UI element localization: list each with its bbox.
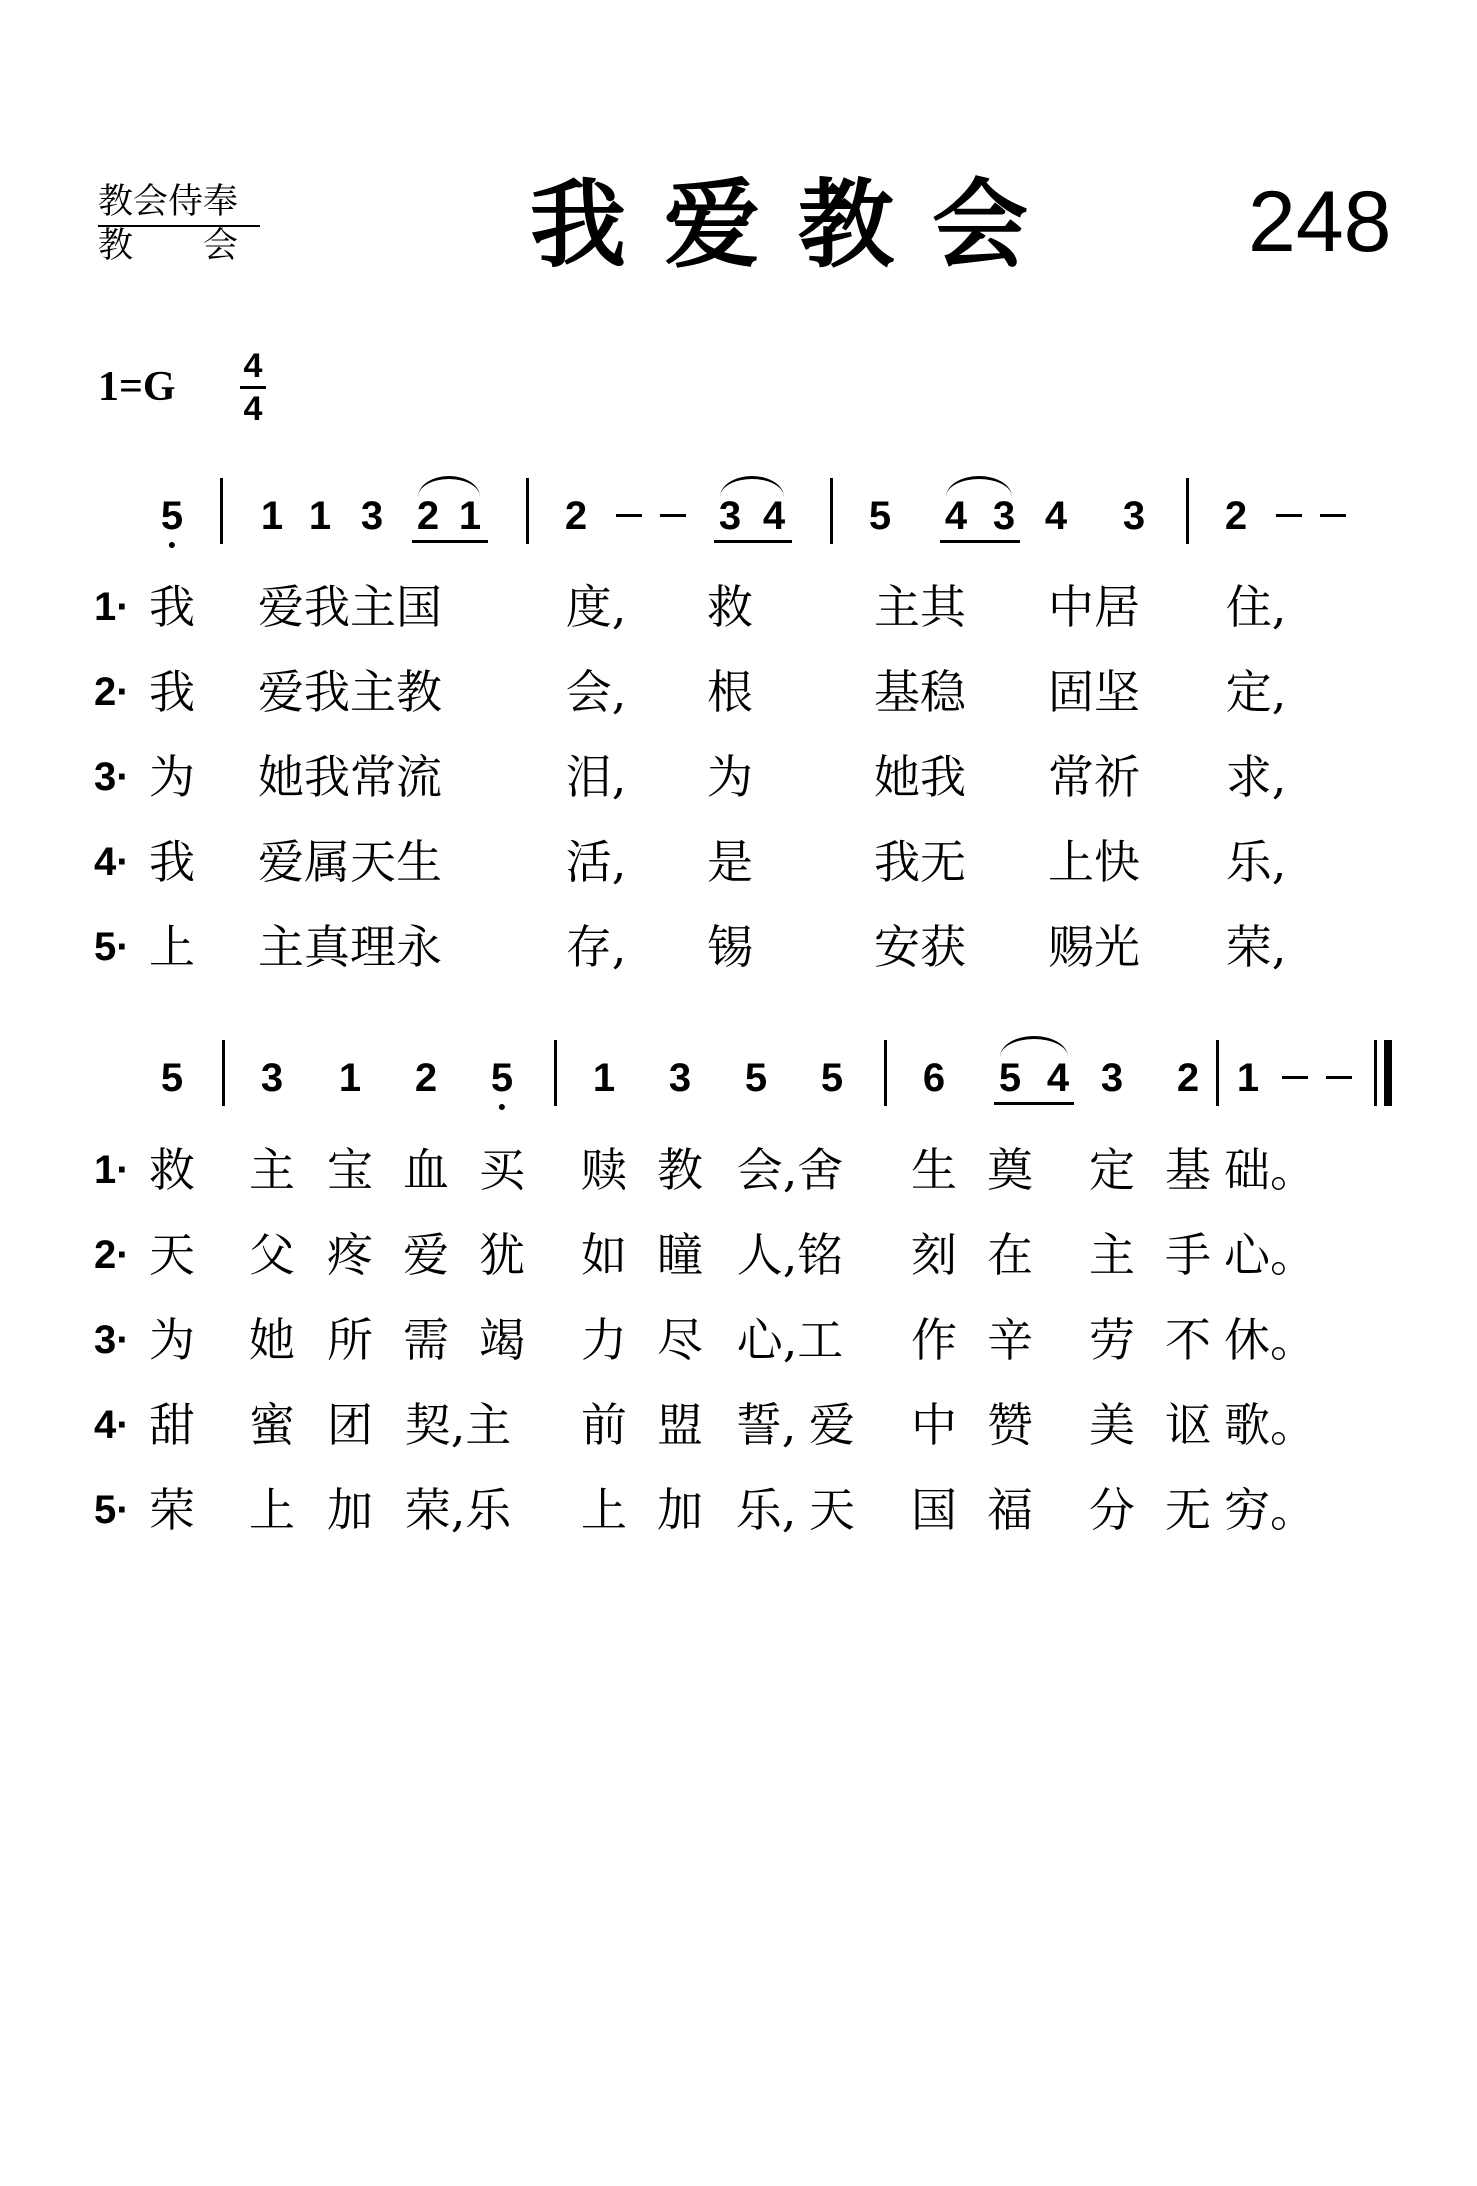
slur [720, 476, 784, 497]
note: 3 [1100, 1056, 1124, 1100]
lyric: 生 [911, 1143, 957, 1197]
hold-dash [1326, 1076, 1352, 1079]
lyric: 赎 [581, 1143, 627, 1197]
lyric: 蜜 [249, 1398, 295, 1452]
lyric: 存, [565, 920, 627, 974]
note: 2 [414, 1056, 438, 1100]
note: 5 [160, 494, 184, 538]
lyric: 救 [149, 1143, 195, 1197]
lyric: 需 [403, 1313, 449, 1367]
barline [220, 478, 223, 544]
note: 2 [1176, 1056, 1200, 1100]
barline [1186, 478, 1189, 544]
hymn-number: 248 [1248, 174, 1392, 270]
lyric: 分 [1089, 1483, 1135, 1537]
lyric: 她我常流 [258, 750, 442, 804]
hold-dash [1320, 514, 1346, 517]
note: 4 [1046, 1056, 1070, 1100]
lyric: 活, [565, 835, 627, 889]
note: 5 [160, 1056, 184, 1100]
lyric: 心,工 [736, 1313, 844, 1367]
note: 1 [338, 1056, 362, 1100]
lyric: 定, [1225, 665, 1287, 719]
lyric: 刻 [911, 1228, 957, 1282]
lyric: 乐, [735, 1483, 797, 1537]
lyric: 父 [249, 1228, 295, 1282]
note: 4 [762, 494, 786, 538]
barline [526, 478, 529, 544]
note: 2 [1224, 494, 1248, 538]
note: 3 [668, 1056, 692, 1100]
lyric: 常祈 [1048, 750, 1140, 804]
lyric: 誓, [735, 1398, 797, 1452]
note: 3 [260, 1056, 284, 1100]
lyric: 为 [707, 750, 753, 804]
lyric: 上 [249, 1483, 295, 1537]
note: 3 [718, 494, 742, 538]
note: 5 [490, 1056, 514, 1100]
lyric: 荣,乐 [404, 1483, 512, 1537]
lyric: 固坚 [1048, 665, 1140, 719]
lyric: 赞 [987, 1398, 1033, 1452]
lyric: 我 [149, 665, 195, 719]
slur [1000, 1036, 1068, 1057]
lyric: 国 [911, 1483, 957, 1537]
verse-number: 3· [94, 755, 130, 799]
hold-dash [660, 514, 686, 517]
note: 5 [744, 1056, 768, 1100]
lyric: 她我 [874, 750, 966, 804]
note: 2 [416, 494, 440, 538]
lyric: 加 [657, 1483, 703, 1537]
lyric: 乐, [1225, 835, 1287, 889]
note: 3 [1122, 494, 1146, 538]
lyric: 团 [327, 1398, 373, 1452]
lyric: 爱我主国 [258, 580, 442, 634]
lyric: 讴 [1165, 1398, 1211, 1452]
lyric: 天 [149, 1228, 195, 1282]
lyric: 尽 [657, 1313, 703, 1367]
time-signature-top: 4 [243, 347, 263, 385]
note: 1 [1236, 1056, 1260, 1100]
lyric: 美 [1089, 1398, 1135, 1452]
time-signature-rule [240, 386, 266, 389]
note: 5 [820, 1056, 844, 1100]
lyric: 荣 [149, 1483, 195, 1537]
slur [418, 476, 480, 497]
lyric: 为 [149, 750, 195, 804]
lyric: 奠 [987, 1143, 1033, 1197]
lyric: 泪, [565, 750, 627, 804]
note: 1 [458, 494, 482, 538]
verse-number: 5· [94, 925, 130, 969]
barline [222, 1040, 225, 1106]
lyric: 如 [581, 1228, 627, 1282]
lyric: 竭 [479, 1313, 525, 1367]
verse-number: 4· [94, 1403, 130, 1447]
lyric: 瞳 [657, 1228, 703, 1282]
hymn-title: 我爱教会 [530, 168, 1066, 281]
subcategory-label: 教 会 [98, 226, 239, 266]
lyric: 无 [1165, 1483, 1211, 1537]
lyric: 爱属天生 [258, 835, 442, 889]
category-label: 教会侍奉 [98, 182, 239, 222]
lyric: 契,主 [404, 1398, 512, 1452]
lyric: 主 [1089, 1228, 1135, 1282]
note: 4 [944, 494, 968, 538]
lyric: 求, [1225, 750, 1287, 804]
lyric: 爱我主教 [258, 665, 442, 719]
beam-underline [412, 540, 488, 543]
lyric: 福 [987, 1483, 1033, 1537]
note: 5 [868, 494, 892, 538]
barline [554, 1040, 557, 1106]
lyric: 根 [707, 665, 753, 719]
lyric: 主真理永 [258, 920, 442, 974]
lyric: 人,铭 [736, 1228, 844, 1282]
note: 2 [564, 494, 588, 538]
lyric: 锡 [707, 920, 753, 974]
note: 1 [260, 494, 284, 538]
lyric: 住, [1225, 580, 1287, 634]
final-barline-thin [1374, 1040, 1377, 1106]
note: 4 [1044, 494, 1068, 538]
barline [884, 1040, 887, 1106]
lyric: 力 [581, 1313, 627, 1367]
verse-number: 2· [94, 670, 130, 714]
lyric: 爱 [403, 1228, 449, 1282]
lyric: 会, [565, 665, 627, 719]
verse-number: 2· [94, 1233, 130, 1277]
verse-number: 5· [94, 1488, 130, 1532]
note: 6 [922, 1056, 946, 1100]
lyric: 歌。 [1224, 1398, 1316, 1452]
lyric: 劳 [1089, 1313, 1135, 1367]
hold-dash [1276, 514, 1302, 517]
lyric: 甜 [149, 1398, 195, 1452]
lyric: 中居 [1048, 580, 1140, 634]
lyric: 手 [1165, 1228, 1211, 1282]
note: 3 [992, 494, 1016, 538]
lyric: 我 [149, 580, 195, 634]
lyric: 犹 [479, 1228, 525, 1282]
lyric: 为 [149, 1313, 195, 1367]
lyric: 在 [987, 1228, 1033, 1282]
verse-number: 4· [94, 840, 130, 884]
lyric: 上 [149, 920, 195, 974]
lyric: 天 [809, 1483, 855, 1537]
lyric: 穷。 [1224, 1483, 1316, 1537]
lyric: 前 [581, 1398, 627, 1452]
lyric: 血 [403, 1143, 449, 1197]
lyric: 辛 [987, 1313, 1033, 1367]
lyric: 中 [911, 1398, 957, 1452]
lyric: 作 [911, 1313, 957, 1367]
lyric: 我无 [874, 835, 966, 889]
lyric: 不 [1165, 1313, 1211, 1367]
lyric: 休。 [1224, 1313, 1316, 1367]
lyric: 基稳 [874, 665, 966, 719]
lyric: 定 [1089, 1143, 1135, 1197]
lyric: 买 [479, 1143, 525, 1197]
lyric: 爱 [809, 1398, 855, 1452]
lyric: 心。 [1224, 1228, 1316, 1282]
lyric: 她 [249, 1313, 295, 1367]
hold-dash [616, 514, 642, 517]
lyric: 赐光 [1048, 920, 1140, 974]
note: 1 [592, 1056, 616, 1100]
lyric: 上快 [1048, 835, 1140, 889]
lyric: 上 [581, 1483, 627, 1537]
beam-underline [994, 1102, 1074, 1105]
lyric: 救 [707, 580, 753, 634]
lyric: 主 [249, 1143, 295, 1197]
lyric: 我 [149, 835, 195, 889]
final-barline-thick [1384, 1040, 1392, 1106]
beam-underline [714, 540, 792, 543]
time-signature [240, 348, 266, 427]
lyric: 基 [1165, 1143, 1211, 1197]
lyric: 盟 [657, 1398, 703, 1452]
lyric: 所 [327, 1313, 373, 1367]
barline [1216, 1040, 1219, 1106]
lyric: 主其 [874, 580, 966, 634]
slur [946, 476, 1012, 497]
lyric: 宝 [327, 1143, 373, 1197]
verse-number: 1· [94, 585, 130, 629]
lyric: 础。 [1224, 1143, 1316, 1197]
time-signature-bottom: 4 [243, 390, 263, 428]
beam-underline [940, 540, 1020, 543]
lyric: 加 [327, 1483, 373, 1537]
note: 3 [360, 494, 384, 538]
lyric: 荣, [1225, 920, 1287, 974]
note: 1 [308, 494, 332, 538]
lyric: 度, [565, 580, 627, 634]
lyric: 安获 [874, 920, 966, 974]
barline [830, 478, 833, 544]
lyric: 会,舍 [736, 1143, 844, 1197]
lyric: 疼 [327, 1228, 373, 1282]
key-signature: 1=G [98, 364, 176, 410]
hold-dash [1282, 1076, 1308, 1079]
lyric: 教 [657, 1143, 703, 1197]
note: 5 [998, 1056, 1022, 1100]
verse-number: 3· [94, 1318, 130, 1362]
verse-number: 1· [94, 1148, 130, 1192]
lyric: 是 [707, 835, 753, 889]
